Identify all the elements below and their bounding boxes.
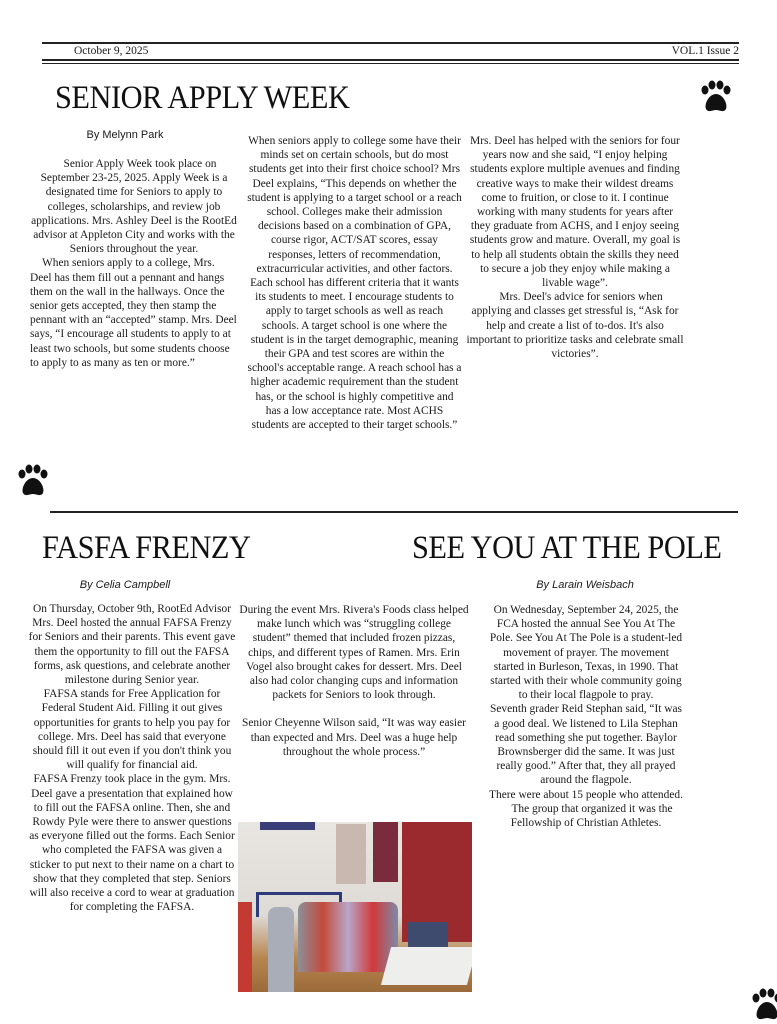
paragraph: During the event Mrs. Rivera's Foods class helped make lunch which was “struggling college student” themed that included frozen pizzas, chips, and different types of Ramen. Mrs. Erin Vogel also brought cakes for dessert. Mrs. Deel also had color changing cups and information packets for Seniors to look through. (239, 604, 469, 702)
article-column (247, 134, 462, 432)
article-byline: By Larain Weisbach (536, 579, 634, 591)
fafsa-event-photo (238, 822, 472, 992)
paragraph: Seventh grader Reid Stephan said, “It was a good deal. We listened to Lila Stephan read something she put together. Baylor Brownsberger did the same. It was just really good.” After that, they all prayed around the flagpole. (489, 703, 682, 787)
article-column (466, 134, 684, 361)
paragraph: Senior Apply Week took place on September 23-25, 2025. Apply Week is a designated time for Seniors to apply to colleges, scholarships, and review job applications. Mrs. Ashley Deel is the RootEd advisor at Appleton City and works with the Seniors throughout the year. (31, 158, 237, 256)
section-divider (50, 511, 738, 513)
issue-date: October 9, 2025 (74, 45, 149, 57)
article-column (487, 603, 685, 830)
paw-print-icon (14, 464, 50, 500)
masthead-bottom-rule (42, 59, 739, 61)
masthead-top-rule (42, 42, 739, 44)
paragraph: FAFSA Frenzy took place in the gym. Mrs. Deel gave a presentation that explained how to fill out the FAFSA online. Then, she and Rowdy Pyle were there to answer questions as everyone filled out the forms. Each Senior who completed the FAFSA was given a sticker to put next to their name on a chart to show that they completed that step. Seniors will also receive a cord to wear at graduation for completing the FAFSA. (29, 773, 235, 914)
paragraph: FAFSA stands for Free Application for Federal Student Aid. Filling it out gives opportunities for grants to help you pay for college. Mrs. Deel has said that everyone should fill it out even if you don't think you will qualify for financial aid. (32, 688, 232, 772)
article-title-fafsa-frenzy: FASFA FRENZY (42, 530, 251, 566)
article-byline: By Celia Campbell (79, 579, 171, 591)
paragraph: There were about 15 people who attended. (489, 788, 683, 801)
paw-print-icon (748, 988, 777, 1024)
paw-print-icon (697, 80, 733, 116)
paragraph: On Wednesday, September 24, 2025, the FCA hosted the annual See You At The Pole. See You At The Pole is a student-led movement of prayer. The movement started in Burleson, Texas, in 1990. That started with their whole community going to their local flagpole to pray. (489, 604, 683, 702)
paragraph: On Thursday, October 9th, RootEd Advisor Mrs. Deel hosted the annual FAFSA Frenzy for Seniors and their parents. This event gave them the opportunity to fill out the FAFSA forms, ask questions, and celebrate another milestone during Senior year. (28, 603, 236, 687)
article-byline: By Melynn Park (86, 129, 164, 141)
article-column (30, 157, 238, 370)
paragraph: The group that organized it was the Fellowship of Christian Athletes. (510, 802, 673, 830)
article-title-see-you-at-the-pole: SEE YOU AT THE POLE (412, 530, 722, 566)
article-title-senior-apply-week: SENIOR APPLY WEEK (55, 80, 350, 116)
issue-volume: VOL.1 Issue 2 (671, 45, 739, 57)
paragraph: Mrs. Deel's advice for seniors when applying and classes get stressful is, “Ask for help and create a list of to-dos. It's also important to prioritize tasks and celebrate small victories”. (466, 291, 684, 361)
paragraph: Senior Cheyenne Wilson said, “It was way easier than expected and Mrs. Deel was a huge help throughout the whole process.” (242, 717, 466, 758)
article-column (28, 602, 236, 914)
paragraph: When seniors apply to college some have their minds set on certain schools, but do most students get into their first choice school? Mrs Deel explains, “This depends on whether the student is applying to a target school or a reach school. Colleges make their admission decisions based on a combination of GPA, course rigor, ACT/SAT scores, essay responses, letters of recommendation, extracurricular activities, and other factors. Each school has different criteria that it wants its students to meet. I encourage students to apply to target schools as well as reach schools. A target school is one where the student is in the target demographic, meaning their GPA and test scores are within the school's acceptable range. A reach school has a higher academic requirement than the student has, or the school is highly competitive and has a low acceptance rate. Most ACHS students are accepted to their target schools.” (247, 135, 462, 432)
paragraph: Mrs. Deel has helped with the seniors for four years now and she said, “I enjoy helping students explore multiple avenues and finding creative ways to make their wildest dreams come to fruition, or close to it. I continue working with many students for years after they graduate from ACHS, and I enjoy seeing students grow and mature. Overall, my goal is to help all students obtain the skills they need to secure a job they enjoy while making a livable wage”. (469, 135, 681, 290)
masthead-bottom-rule-thin (42, 63, 739, 64)
article-column (238, 603, 470, 759)
paragraph: When seniors apply to a college, Mrs. Deel has them fill out a pennant and hangs them on the wall in the hallways. Once the senior gets accepted, they then stamp the pennant with an “accepted” stamp. Mrs. Deel says, “I encourage all students to apply to at least two schools, but some students choose to apply to as many as ten or more.” (30, 257, 237, 369)
